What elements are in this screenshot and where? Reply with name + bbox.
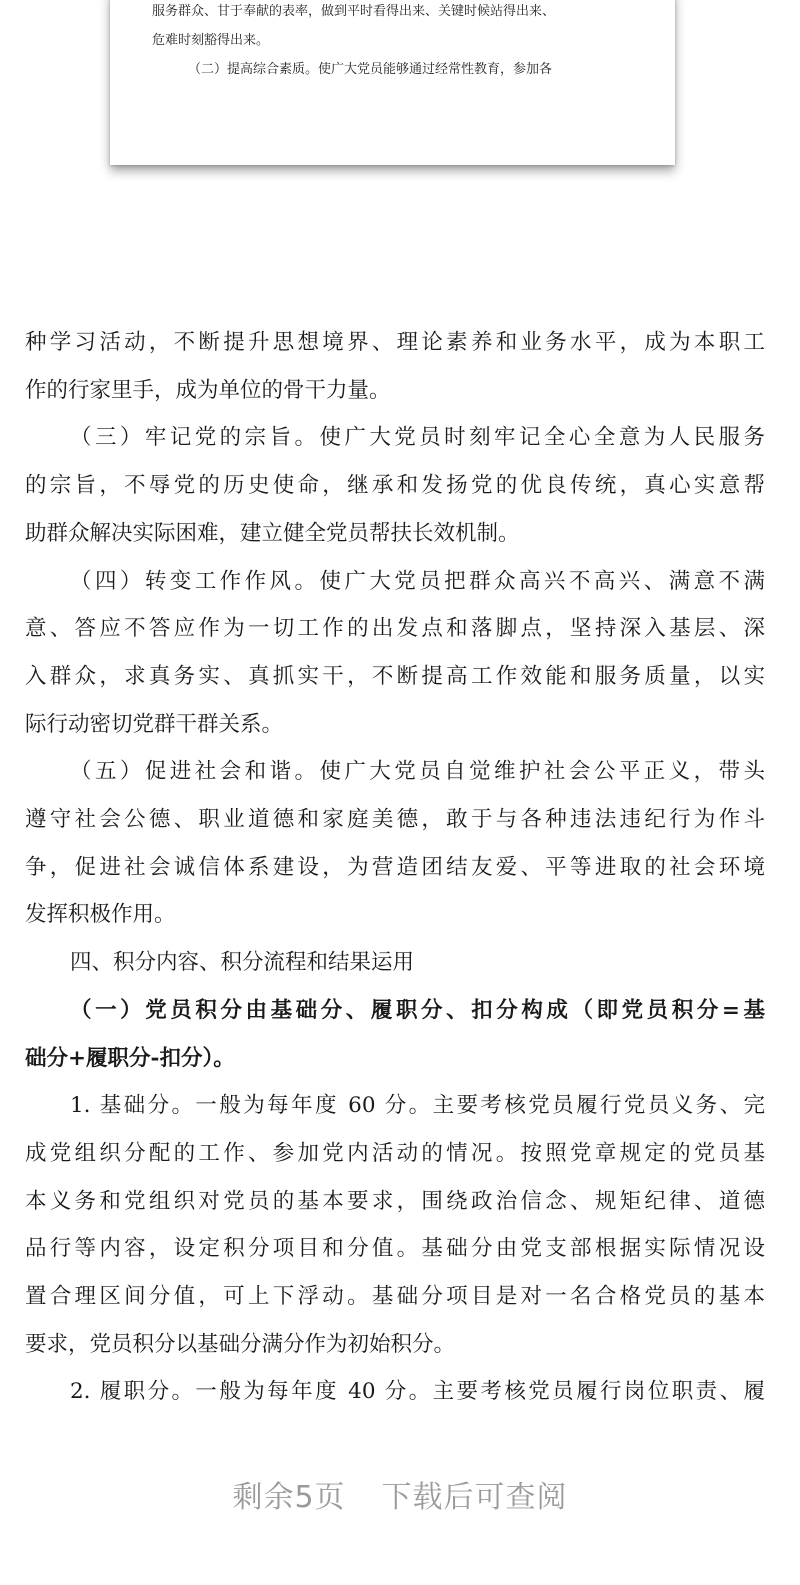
paragraph-line: 置合理区间分值，可上下浮动。基础分项目是对一名合格党员的基本: [25, 1284, 765, 1309]
paragraph-line: 要求，党员积分以基础分满分作为初始积分。: [25, 1331, 456, 1357]
paragraph-line: 本义务和党组织对党员的基本要求，围绕政治信念、规矩纪律、道德: [25, 1188, 765, 1214]
paragraph-line: 遵守社会公德、职业道德和家庭美德，敢于与各种违法违纪行为作斗: [25, 807, 765, 832]
paragraph-line: （五）促进社会和谐。使广大党员自觉维护社会公平正义，带头: [70, 759, 765, 785]
paragraph-line: 2. 履职分。一般为每年度 40 分。主要考核党员履行岗位职责、履: [70, 1379, 765, 1405]
preview-page-card: [110, 0, 675, 165]
paragraph-line: 1. 基础分。一般为每年度 60 分。主要考核党员履行党员义务、完: [70, 1093, 765, 1119]
paragraph-line: 品行等内容，设定积分项目和分值。基础分由党支部根据实际情况设: [25, 1236, 765, 1262]
paragraph-line: 的宗旨，不辱党的历史使命，继承和发扬党的优良传统，真心实意帮: [25, 473, 765, 499]
preview-line: （二）提高综合素质。使广大党员能够通过经常性教育，参加各: [188, 62, 553, 77]
preview-line: 服务群众、甘于奉献的表率，做到平时看得出来、关键时候站得出来、: [152, 4, 556, 19]
paragraph-line: 争，促进社会诚信体系建设，为营造团结友爱、平等进取的社会环境: [25, 854, 765, 880]
paragraph-line: 际行动密切党群干群关系。: [25, 711, 284, 737]
paragraph-line: （一）党员积分由基础分、履职分、扣分构成（即党员积分=基: [70, 997, 765, 1023]
paragraph-line: 成党组织分配的工作、参加党内活动的情况。按照党章规定的党员基: [25, 1140, 765, 1166]
paragraph-line: 入群众，求真务实、真抓实干，不断提高工作效能和服务质量，以实: [25, 663, 765, 689]
paragraph-line: 意、答应不答应作为一切工作的出发点和落脚点，坚持深入基层、深: [25, 616, 765, 642]
paragraph-line: 础分+履职分-扣分）。: [25, 1045, 235, 1071]
paragraph-line: 发挥积极作用。: [25, 902, 176, 928]
preview-line: 危难时刻豁得出来。: [152, 33, 270, 48]
paragraph-line: 种学习活动，不断提升思想境界、理论素养和业务水平，成为本职工: [25, 330, 765, 355]
remaining-pages-label: 剩余5页: [232, 1480, 346, 1515]
paragraph-line: 助群众解决实际困难，建立健全党员帮扶长效机制。: [25, 520, 520, 546]
paragraph-line: （三）牢记党的宗旨。使广大党员时刻牢记全心全意为人民服务: [70, 425, 765, 451]
download-prompt-label: 下载后可查阅: [381, 1480, 568, 1515]
paragraph-line: 作的行家里手，成为单位的骨干力量。: [25, 377, 391, 403]
section-heading: 四、积分内容、积分流程和结果运用: [70, 950, 415, 976]
paragraph-line: （四）转变工作作风。使广大党员把群众高兴不高兴、满意不满: [70, 568, 765, 594]
download-to-read-banner[interactable]: [0, 1472, 800, 1516]
